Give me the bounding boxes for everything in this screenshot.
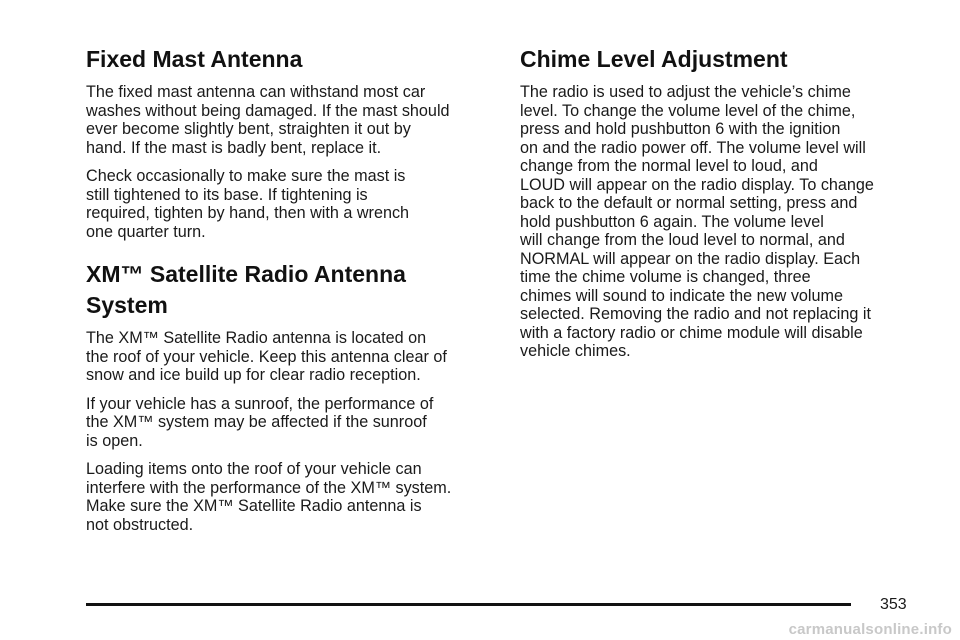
footer-rule — [86, 603, 851, 606]
left-column — [86, 44, 496, 544]
paragraph-xm-sunroof: If your vehicle has a sunroof, the performance of the XM™ system may be affected if the sunroof is open. — [86, 394, 434, 450]
heading-xm-antenna: XM™ Satellite Radio Antenna System — [86, 261, 406, 318]
heading-fixed-mast-antenna: Fixed Mast Antenna — [86, 46, 303, 72]
right-column — [520, 44, 900, 371]
paragraph-xm-location: The XM™ Satellite Radio antenna is located on the roof of your vehicle. Keep this antenna clear of snow and ice build up for clear radio reception. — [86, 329, 447, 384]
paragraph-mast-washes: The fixed mast antenna can withstand most car washes without being damaged. If the mast should ever become slightly bent, straighten it out by hand. If the mast is badly bent, replace it. — [86, 83, 450, 157]
heading-chime-level: Chime Level Adjustment — [520, 46, 788, 72]
paragraph-xm-loading: Loading items onto the roof of your vehicle can interfere with the performance of the XM™ system. Make sure the XM™ Satellite Radio antenna is not obstructed. — [86, 460, 452, 534]
page-number: 353 — [880, 596, 907, 613]
paragraph-chime-adjust: The radio is used to adjust the vehicle’s chime level. To change the volume level of the chime, press and hold pushbutton 6 with the ignition on and the radio power off. The volume level will change from the normal level to loud, and LOUD will appear on the radio display. To change back to the default or normal setting, press and hold pushbutton 6 again. The volume level will change from the loud level to normal, and NORMAL will appear on the radio display. Each time the chime volume is changed, three chimes will sound to indicate the new volume selected. Removing the radio and not replacing it with a factory radio or chime module will disable vehicle chimes. — [520, 83, 874, 360]
watermark-logo: carmanualsonline.info — [788, 621, 952, 638]
paragraph-mast-tighten: Check occasionally to make sure the mast is still tightened to its base. If tightening is required, tighten by hand, then with a wrench one quarter turn. — [86, 167, 410, 241]
